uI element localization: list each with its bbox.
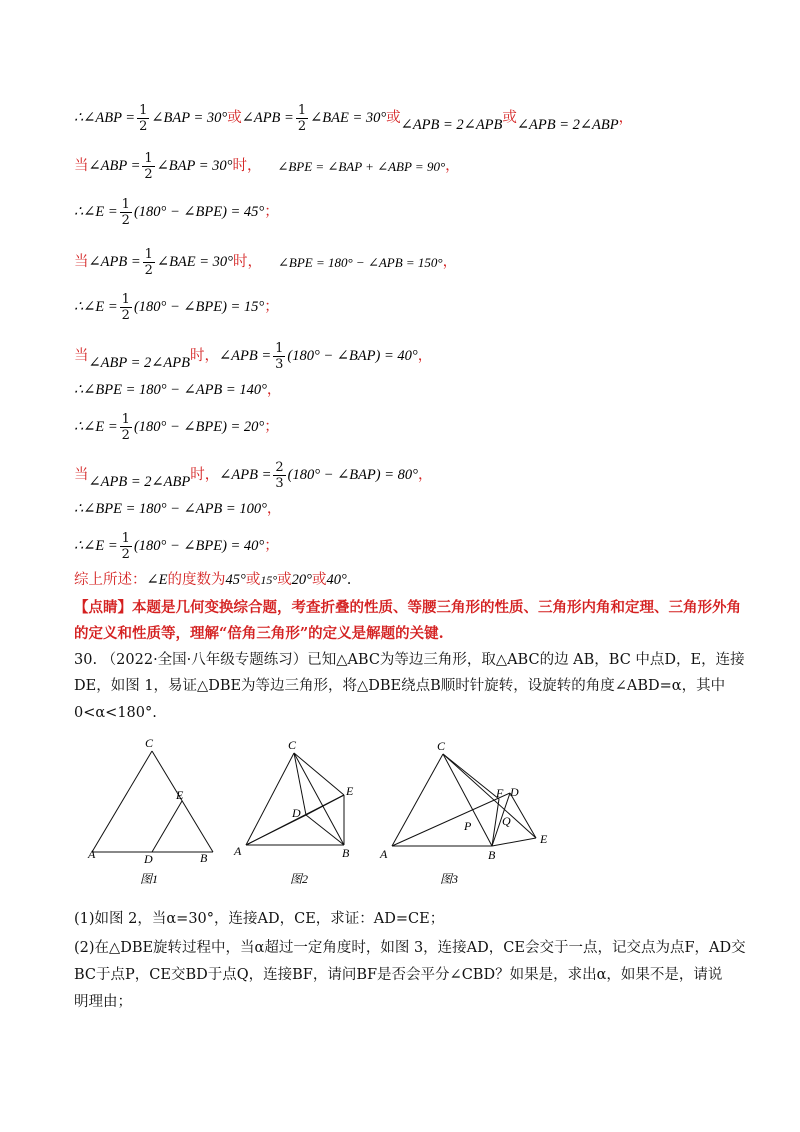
vertex-label-c: C xyxy=(145,736,154,750)
problem-statement-line-3: 0<α<180°. xyxy=(74,705,157,721)
key-point-note-continued: 的定义和性质等，理解“倍角三角形”的定义是解题的关键. xyxy=(74,625,444,642)
solution-line-1: ∴∠ABP = $\frac{1}{2}$ ∠BAP = 30° 或 ∠APB = $\frac{1}{2}$ ∠BAE = 30° 或 ∠APB = 2∠APB 或 ∠APB = 2∠ABP ， xyxy=(74,103,634,134)
solution-line-7: ∴∠BPE = 180° − ∠APB = 140° ， xyxy=(74,382,282,398)
solution-line-11: ∴∠E = $\frac{1}{2}$ (180° − ∠BPE) = 40° ； xyxy=(74,531,279,562)
vertex-label-c: C xyxy=(437,739,446,753)
figure-3 xyxy=(376,735,576,899)
solution-line-4: 当 ∠APB = $\frac{1}{2}$ ∠BAE = 30° 时， ∠BPE = 180° − ∠APB = 150° ， xyxy=(74,247,458,278)
figure-2 xyxy=(230,735,370,899)
fraction: $\frac{1}{3}$ xyxy=(275,341,284,372)
solution-line-9: 当 ∠APB = 2∠ABP 时， ∠APB = $\frac{2}{3}$ (180° − ∠BAP) = 80° ， xyxy=(74,460,433,491)
vertex-label-e: E xyxy=(540,832,548,846)
fraction: $\frac{1}{2}$ xyxy=(121,412,130,443)
vertex-label-d: D xyxy=(144,852,153,866)
solution-line-6: 当 ∠ABP = 2∠APB 时， ∠APB = $\frac{1}{3}$ (180° − ∠BAP) = 40° ， xyxy=(74,341,433,372)
solution-line-3: ∴∠E = $\frac{1}{2}$ (180° − ∠BPE) = 45° ； xyxy=(74,197,279,228)
fraction: $\frac{1}{2}$ xyxy=(144,247,153,278)
fraction: $\frac{1}{2}$ xyxy=(139,103,148,134)
solution-line-2: 当 ∠ABP = $\frac{1}{2}$ ∠BAP = 30° 时， ∠BPE = ∠BAP + ∠ABP = 90° ， xyxy=(74,151,460,182)
figure-2-caption: 图2 xyxy=(290,872,309,886)
question-1: (1)如图 2，当α=30°，连接AD，CE，求证：AD=CE； xyxy=(74,911,445,927)
fraction: $\frac{1}{2}$ xyxy=(144,151,153,182)
question-2-line-1: (2)在△DBE旋转过程中，当α超过一定角度时，如图 3，连接AD，CE会交于一点，记交点为点F，AD交 xyxy=(74,940,746,956)
fraction: $\frac{1}{2}$ xyxy=(297,103,307,134)
problem-statement-line-2: DE，如图 1，易证△DBE为等边三角形，将△DBE绕点B顺时针旋转，设旋转的角度∠ABD=α，其中 xyxy=(74,678,726,694)
vertex-label-a: A xyxy=(380,847,388,861)
solution-line-5: ∴∠E = $\frac{1}{2}$ (180° − ∠BPE) = 15° ； xyxy=(74,292,279,323)
vertex-label-b: B xyxy=(200,851,208,865)
conclusion-line: 综上所述： ∠E 的度数为 45° 或 15° 或 20° 或 40° . xyxy=(74,572,352,588)
figure-3-caption: 图3 xyxy=(440,872,459,886)
key-point-note: 【点睛】本题是几何变换综合题，考查折叠的性质、等腰三角形的性质、三角形内角和定理、三角形外角 xyxy=(74,599,741,616)
solution-line-8: ∴∠E = $\frac{1}{2}$ (180° − ∠BPE) = 20° ； xyxy=(74,412,279,443)
vertex-label-e: E xyxy=(346,784,354,798)
problem-statement-line-1: 30. （2022·全国·八年级专题练习）已知△ABC为等边三角形，取△ABC的边 AB，BC 中点D，E，连接 xyxy=(74,652,745,668)
question-2-line-3: 明理由； xyxy=(74,994,132,1010)
vertex-label-a: A xyxy=(234,844,242,858)
fraction: $\frac{1}{2}$ xyxy=(121,197,130,228)
question-2-line-2: BC于点P，CE交BD于点Q，连接BF，请问BF是否会平分∠CBD？如果是，求出α，如果不是，请说 xyxy=(74,967,723,983)
fraction: $\frac{1}{2}$ xyxy=(121,531,130,562)
vertex-label-e: E xyxy=(176,788,184,802)
vertex-label-a: A xyxy=(88,847,96,861)
fraction: $\frac{1}{2}$ xyxy=(121,292,130,323)
vertex-label-q: Q xyxy=(502,814,511,828)
figure-1-caption: 图1 xyxy=(140,872,159,886)
vertex-label-p: P xyxy=(464,819,472,833)
vertex-label-d: D xyxy=(510,785,519,799)
solution-line-10: ∴∠BPE = 180° − ∠APB = 100° ， xyxy=(74,501,282,517)
vertex-label-b: B xyxy=(488,848,496,862)
vertex-label-b: B xyxy=(342,846,350,860)
fraction: $\frac{2}{3}$ xyxy=(275,460,284,491)
figure-1 xyxy=(80,735,220,899)
vertex-label-f: F xyxy=(496,786,504,800)
vertex-label-d: D xyxy=(292,806,301,820)
vertex-label-c: C xyxy=(288,738,297,752)
